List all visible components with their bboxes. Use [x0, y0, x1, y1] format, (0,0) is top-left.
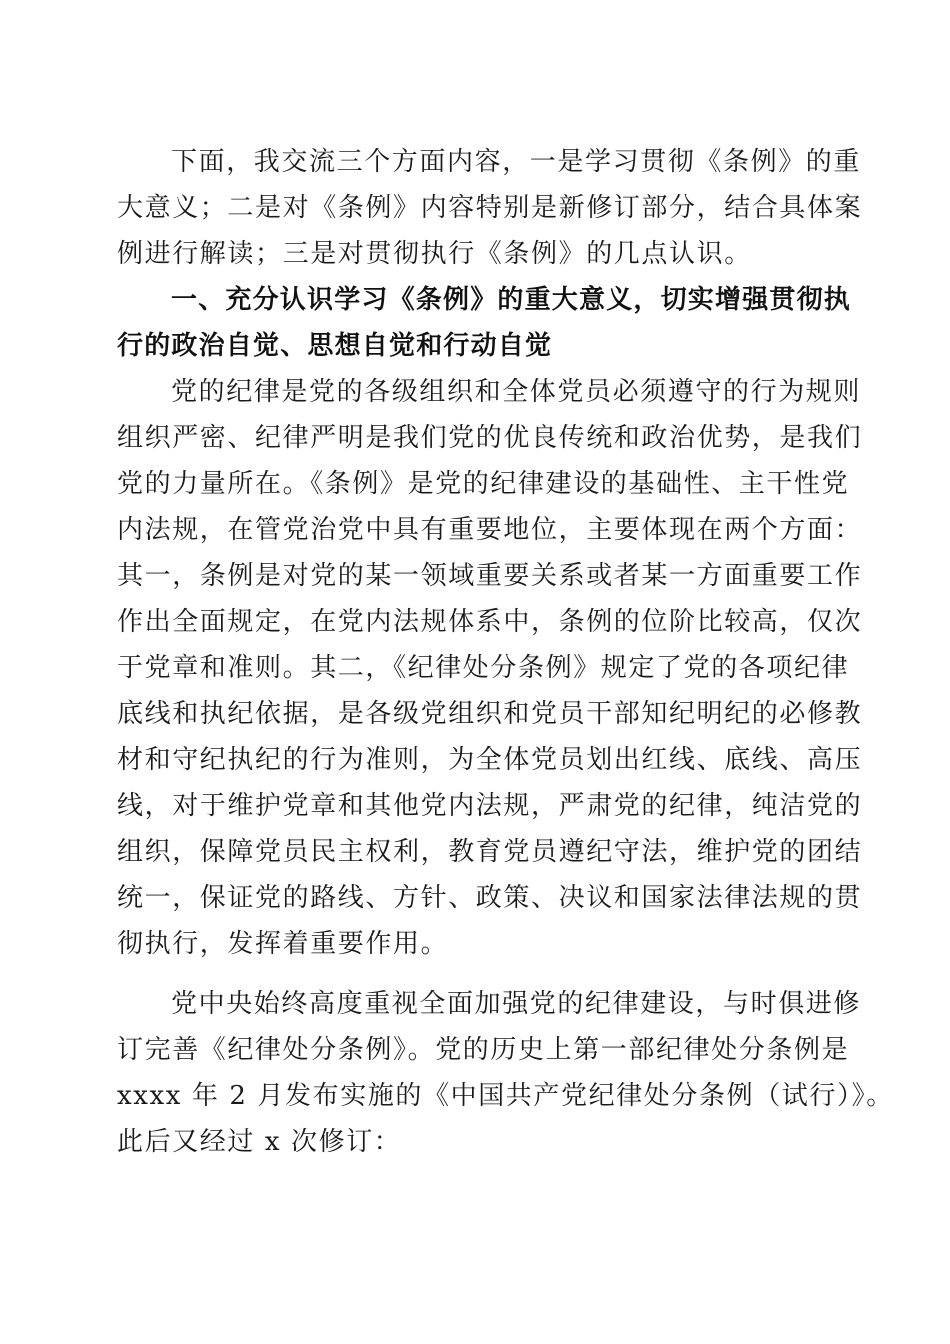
- intro-line: 下面，我交流三个方面内容，一是学习贯彻《条例》的重: [171, 147, 862, 177]
- paragraph-line: 底线和执纪依据，是各级党组织和党员干部知纪明纪的必修教: [117, 699, 863, 729]
- document-body: [117, 139, 894, 1165]
- paragraph-line: 订完善《纪律处分条例》。党的历史上第一部纪律处分条例是: [117, 1035, 850, 1065]
- paragraph-line: 组织严密、纪律严明是我们党的优良传统和政治优势，是我们: [117, 423, 863, 453]
- paragraph-line: 组织，保障党员民主权利，教育党员遵纪守法，维护党的团结: [117, 837, 863, 867]
- paragraph-line: xxxx 年 2 月发布实施的《中国共产党纪律处分条例（试行）》。: [117, 1081, 894, 1111]
- body-paragraph-2: [117, 981, 894, 1165]
- paragraph-line: 材和守纪执纪的行为准则，为全体党员划出红线、底线、高压: [117, 745, 863, 775]
- intro-line: 大意义；二是对《条例》内容特别是新修订部分，结合具体案: [117, 193, 863, 223]
- paragraph-spacer: [117, 967, 837, 981]
- heading-line: 一、充分认识学习《条例》的重大意义，切实增强贯彻执: [171, 285, 852, 315]
- paragraph-line: 于党章和准则。其二，《纪律处分条例》规定了党的各项纪律: [117, 653, 850, 683]
- intro-paragraph: [117, 139, 863, 277]
- paragraph-line: 其一，条例是对党的某一领域重要关系或者某一方面重要工作: [117, 561, 863, 591]
- paragraph-line: 党中央始终高度重视全面加强党的纪律建设，与时俱进修: [171, 989, 862, 1019]
- intro-line: 例进行解读；三是对贯彻执行《条例》的几点认识。: [117, 239, 752, 269]
- paragraph-line: 统一，保证党的路线、方针、政策、决议和国家法律法规的贯: [117, 883, 863, 913]
- paragraph-line: 内法规，在管党治党中具有重要地位，主要体现在两个方面：: [117, 515, 863, 545]
- section-1-heading: [117, 277, 852, 369]
- paragraph-line: 此后又经过 x 次修订：: [117, 1127, 402, 1157]
- paragraph-line: 彻执行，发挥着重要作用。: [117, 929, 449, 959]
- heading-line: 行的政治自觉、思想自觉和行动自觉: [117, 331, 553, 361]
- paragraph-line: 作出全面规定，在党内法规体系中，条例的位阶比较高，仅次: [117, 607, 863, 637]
- body-paragraph-1: [117, 369, 863, 967]
- paragraph-line: 线，对于维护党章和其他党内法规，严肃党的纪律，纯洁党的: [117, 791, 863, 821]
- paragraph-line: 党的纪律是党的各级组织和全体党员必须遵守的行为规则: [171, 377, 862, 407]
- paragraph-line: 党的力量所在。《条例》是党的纪律建设的基础性、主干性党: [117, 469, 850, 499]
